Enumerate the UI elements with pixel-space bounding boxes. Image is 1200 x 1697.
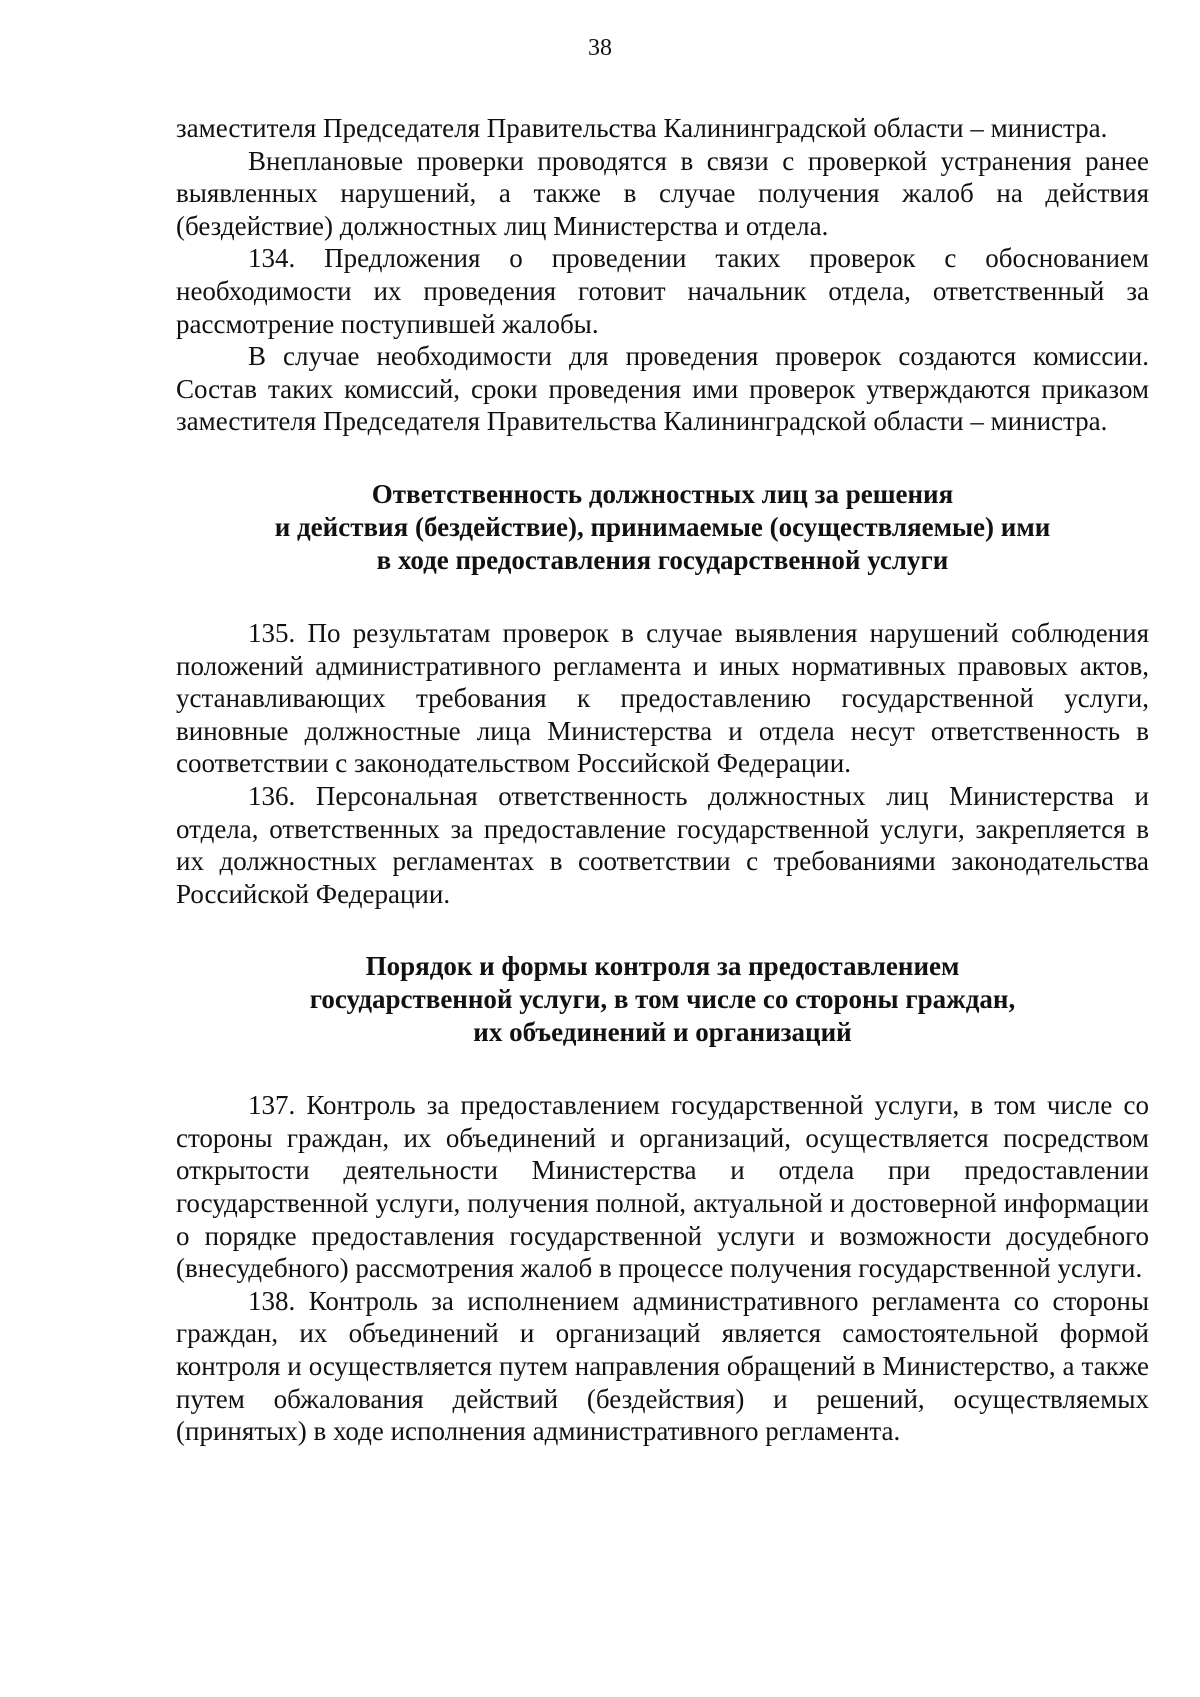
section-heading-responsibility (176, 478, 1149, 577)
paragraph-137: 137. Контроль за предоставлением государственной услуги, в том числе со стороны граждан, их объединений и организаций, осуществляется посредством открытости деятельности Министерства и отдела при предоставлении государственной услуги, получения полной, актуальной и достоверной информации о порядке предоставления государственной услуги и возможности досудебного (внесудебного) рассмотрения жалоб в процессе получения государственной услуги. (176, 1090, 1149, 1284)
page-body (176, 112, 1149, 1448)
heading-line: в ходе предоставления государственной услуги (376, 544, 949, 575)
paragraph-136: 136. Персональная ответственность должностных лиц Министерства и отдела, ответственных за предоставление государственной услуги, закрепляется в их должностных регламентах в соответствии с требованиями законодательства Российской Федерации. (176, 780, 1149, 909)
paragraph-135: 135. По результатам проверок в случае выявления нарушений соблюдения положений административного регламента и иных нормативных правовых актов, устанавливающих требования к предоставлению государственной услуги, виновные должностные лица Министерства и отдела несут ответственность в соответствии с законодательством Российской Федерации. (176, 617, 1149, 779)
heading-line: государственной услуги, в том числе со стороны граждан, (309, 984, 1016, 1015)
heading-line: Ответственность должностных лиц за решения (371, 478, 954, 509)
paragraph-commissions: В случае необходимости для проведения проверок создаются комиссии. Состав таких комиссий, сроки проведения ими проверок утверждаются приказом заместителя Председателя Правительства Калининградской области – министра. (176, 341, 1149, 437)
paragraph-134: 134. Предложения о проведении таких проверок с обоснованием необходимости их проведения готовит начальник отдела, ответственный за рассмотрение поступившей жалобы. (176, 243, 1149, 339)
heading-line: и действия (бездействие), принимаемые (осуществляемые) ими (274, 511, 1051, 542)
paragraph-unplanned-inspections: Внеплановые проверки проводятся в связи с проверкой устранения ранее выявленных нарушений, а также в случае получения жалоб на действия (бездействие) должностных лиц Министерства и отдела. (176, 145, 1149, 241)
heading-line: их объединений и организаций (473, 1017, 852, 1048)
paragraph-138: 138. Контроль за исполнением административного регламента со стороны граждан, их объединений и организаций является самостоятельной формой контроля и осуществляется путем направления обращений в Министерство, а также путем обжалования действий (бездействия) и решений, осуществляемых (принятых) в ходе исполнения административного регламента. (176, 1285, 1149, 1447)
heading-line: Порядок и формы контроля за предоставлением (365, 951, 960, 982)
paragraph-continuation: заместителя Председателя Правительства Калининградской области – министра. (176, 113, 1108, 143)
page-number: 38 (588, 35, 612, 61)
section-heading-control (176, 950, 1149, 1049)
